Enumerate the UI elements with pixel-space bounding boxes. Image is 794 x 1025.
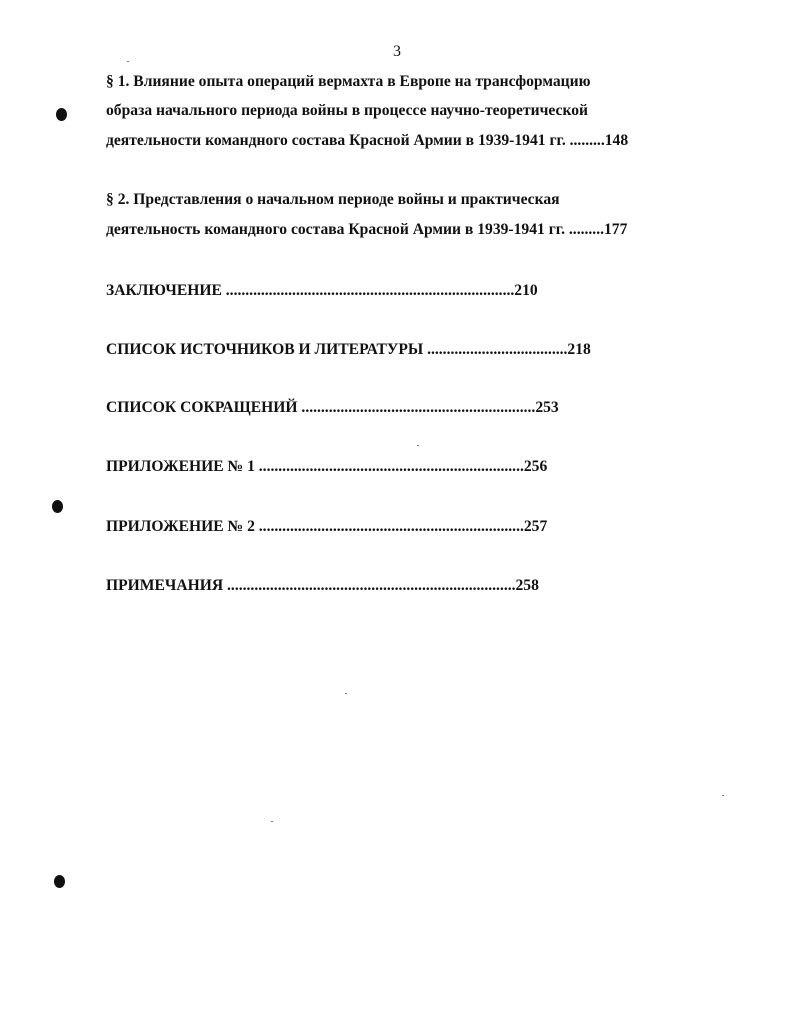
toc-entry-appendix-1: ПРИЛОЖЕНИЕ № 1 ....................................................................256 [106, 458, 548, 475]
punch-hole-top [56, 108, 67, 121]
scan-speck [417, 445, 419, 446]
toc-section-1-line-3: деятельности командного состава Красной Армии в 1939-1941 гг. .........148 [106, 132, 629, 149]
toc-section-2-line-2: деятельность командного состава Красной Армии в 1939-1941 гг. .........177 [106, 221, 628, 238]
scan-speck [271, 821, 273, 822]
toc-entry-conclusion: ЗАКЛЮЧЕНИЕ ..........................................................................210 [106, 282, 538, 299]
toc-section-1-line-1: § 1. Влияние опыта операций вермахта в Европе на трансформацию [106, 73, 591, 90]
punch-hole-bottom [54, 875, 65, 888]
toc-entry-notes: ПРИМЕЧАНИЯ ..........................................................................258 [106, 577, 539, 594]
toc-section-2-line-1: § 2. Представления о начальном периоде войны и практическая [106, 191, 560, 208]
toc-entry-appendix-2: ПРИЛОЖЕНИЕ № 2 ....................................................................257 [106, 518, 548, 535]
page-number: 3 [393, 43, 401, 60]
scan-speck [345, 693, 347, 694]
toc-section-1-line-2: образа начального периода войны в процессе научно-теоретической [106, 102, 589, 119]
scan-speck [127, 61, 129, 62]
toc-entry-sources: СПИСОК ИСТОЧНИКОВ И ЛИТЕРАТУРЫ ....................................218 [106, 341, 591, 358]
scan-speck [722, 795, 724, 796]
toc-entry-abbreviations: СПИСОК СОКРАЩЕНИЙ ............................................................253 [106, 399, 559, 416]
punch-hole-middle [52, 500, 63, 513]
